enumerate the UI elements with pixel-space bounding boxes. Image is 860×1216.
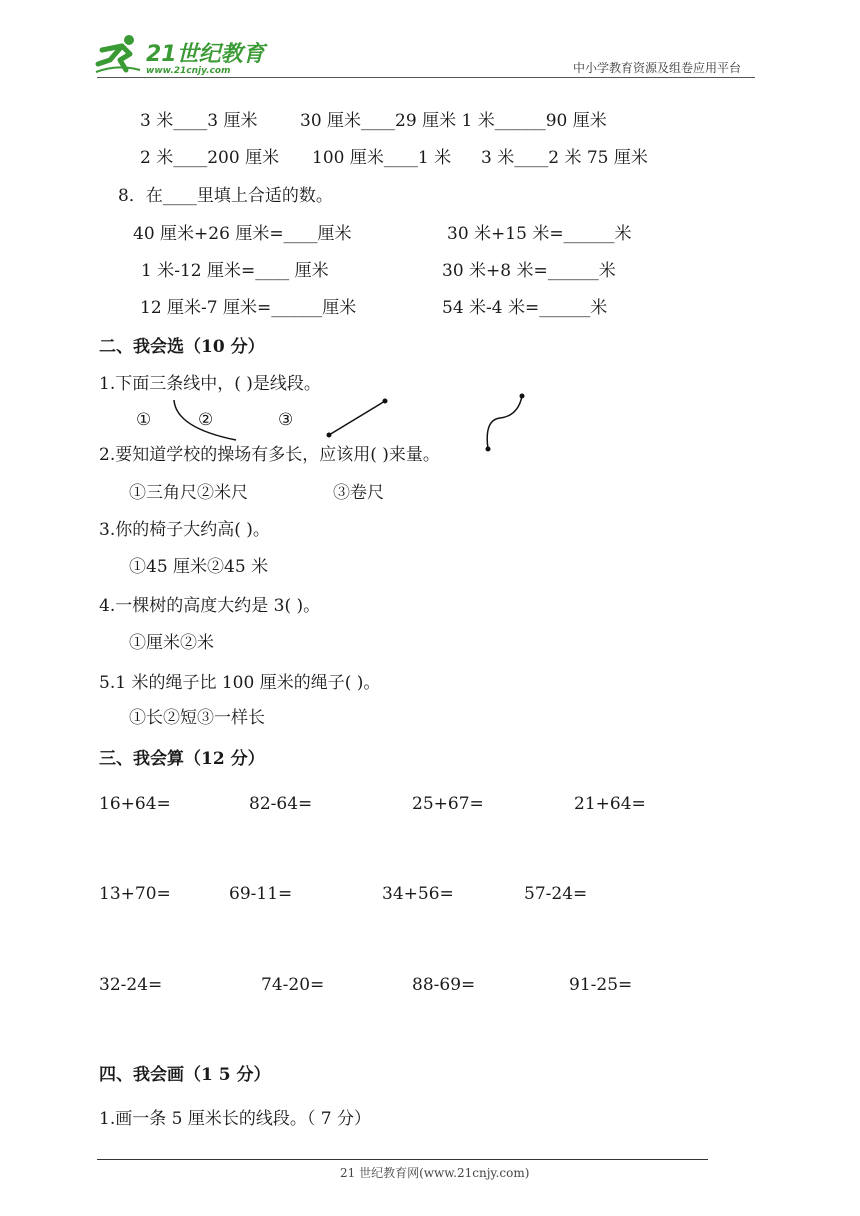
section3-title: 三、我会算（12 分） xyxy=(99,749,265,769)
calc-r1-c3: 25+67= xyxy=(412,794,484,814)
s2-q5: 5.1 米的绳子比 100 厘米的绳子( )。 xyxy=(99,673,381,693)
compare-row2-a: 2 米____200 厘米 xyxy=(140,148,280,168)
s2-q4: 4.一棵树的高度大约是 3( )。 xyxy=(99,596,321,616)
s2-q2: 2.要知道学校的操场有多长，应该用( )来量。 xyxy=(99,445,440,465)
calc-r2-c3: 34+56= xyxy=(382,884,454,904)
s2-q1: 1.下面三条线中，( )是线段。 xyxy=(99,374,321,394)
calc-r3-c3: 88-69= xyxy=(412,975,476,995)
s2-q2-options-a: ①三角尺②米尺 xyxy=(129,483,248,503)
q8-item-4: 30 米+8 米=______米 xyxy=(442,261,616,281)
compare-row2-b: 100 厘米____1 米 xyxy=(312,148,452,168)
s2-q2-options-b: ③卷尺 xyxy=(333,483,384,503)
section4-title: 四、我会画（1 5 分） xyxy=(99,1065,271,1085)
calc-r1-c1: 16+64= xyxy=(99,794,171,814)
s2-q5-options: ①长②短③一样长 xyxy=(129,708,265,728)
s2-q3-options: ①45 厘米②45 米 xyxy=(129,557,269,577)
footer-text: 21 世纪教育网(www.21cnjy.com) xyxy=(340,1166,530,1180)
compare-row2-c: 3 米____2 米 75 厘米 xyxy=(481,148,648,168)
s2-q1-mark-2: ② xyxy=(198,410,214,430)
q8-item-5: 12 厘米-7 厘米=______厘米 xyxy=(140,298,357,318)
q8-item-3: 1 米-12 厘米=____ 厘米 xyxy=(141,261,329,281)
q8-item-1: 40 厘米+26 厘米=____厘米 xyxy=(133,224,352,244)
logo-text: 21世纪教育 xyxy=(146,42,265,67)
section2-title: 二、我会选（10 分） xyxy=(99,337,265,357)
s4-q1: 1.画一条 5 厘米长的线段。（ 7 分） xyxy=(99,1109,371,1129)
s2-q3: 3.你的椅子大约高( )。 xyxy=(99,520,270,540)
compare-row1-b: 30 厘米____29 厘米 1 米______90 厘米 xyxy=(300,111,607,131)
q8-item-6: 54 米-4 米=______米 xyxy=(442,298,608,318)
calc-r3-c2: 74-20= xyxy=(261,975,325,995)
logo-url: www.21cnjy.com xyxy=(146,66,231,76)
calc-r2-c4: 57-24= xyxy=(524,884,588,904)
q8-title: 8．在____里填上合适的数。 xyxy=(118,186,333,206)
compare-row1-a: 3 米____3 厘米 xyxy=(140,111,258,131)
footer-divider xyxy=(97,1159,708,1160)
calc-r1-c2: 82-64= xyxy=(249,794,313,814)
s2-q1-mark-3: ③ xyxy=(278,410,294,430)
calc-r2-c2: 69-11= xyxy=(229,884,293,904)
s2-q1-mark-1: ① xyxy=(136,410,152,430)
header-tagline: 中小学教育资源及组卷应用平台 xyxy=(573,61,742,75)
s2-q4-options: ①厘米②米 xyxy=(129,633,214,653)
q8-item-2: 30 米+15 米=______米 xyxy=(447,224,632,244)
calc-r2-c1: 13+70= xyxy=(99,884,171,904)
calc-r1-c4: 21+64= xyxy=(574,794,646,814)
calc-r3-c1: 32-24= xyxy=(99,975,163,995)
calc-r3-c4: 91-25= xyxy=(569,975,633,995)
